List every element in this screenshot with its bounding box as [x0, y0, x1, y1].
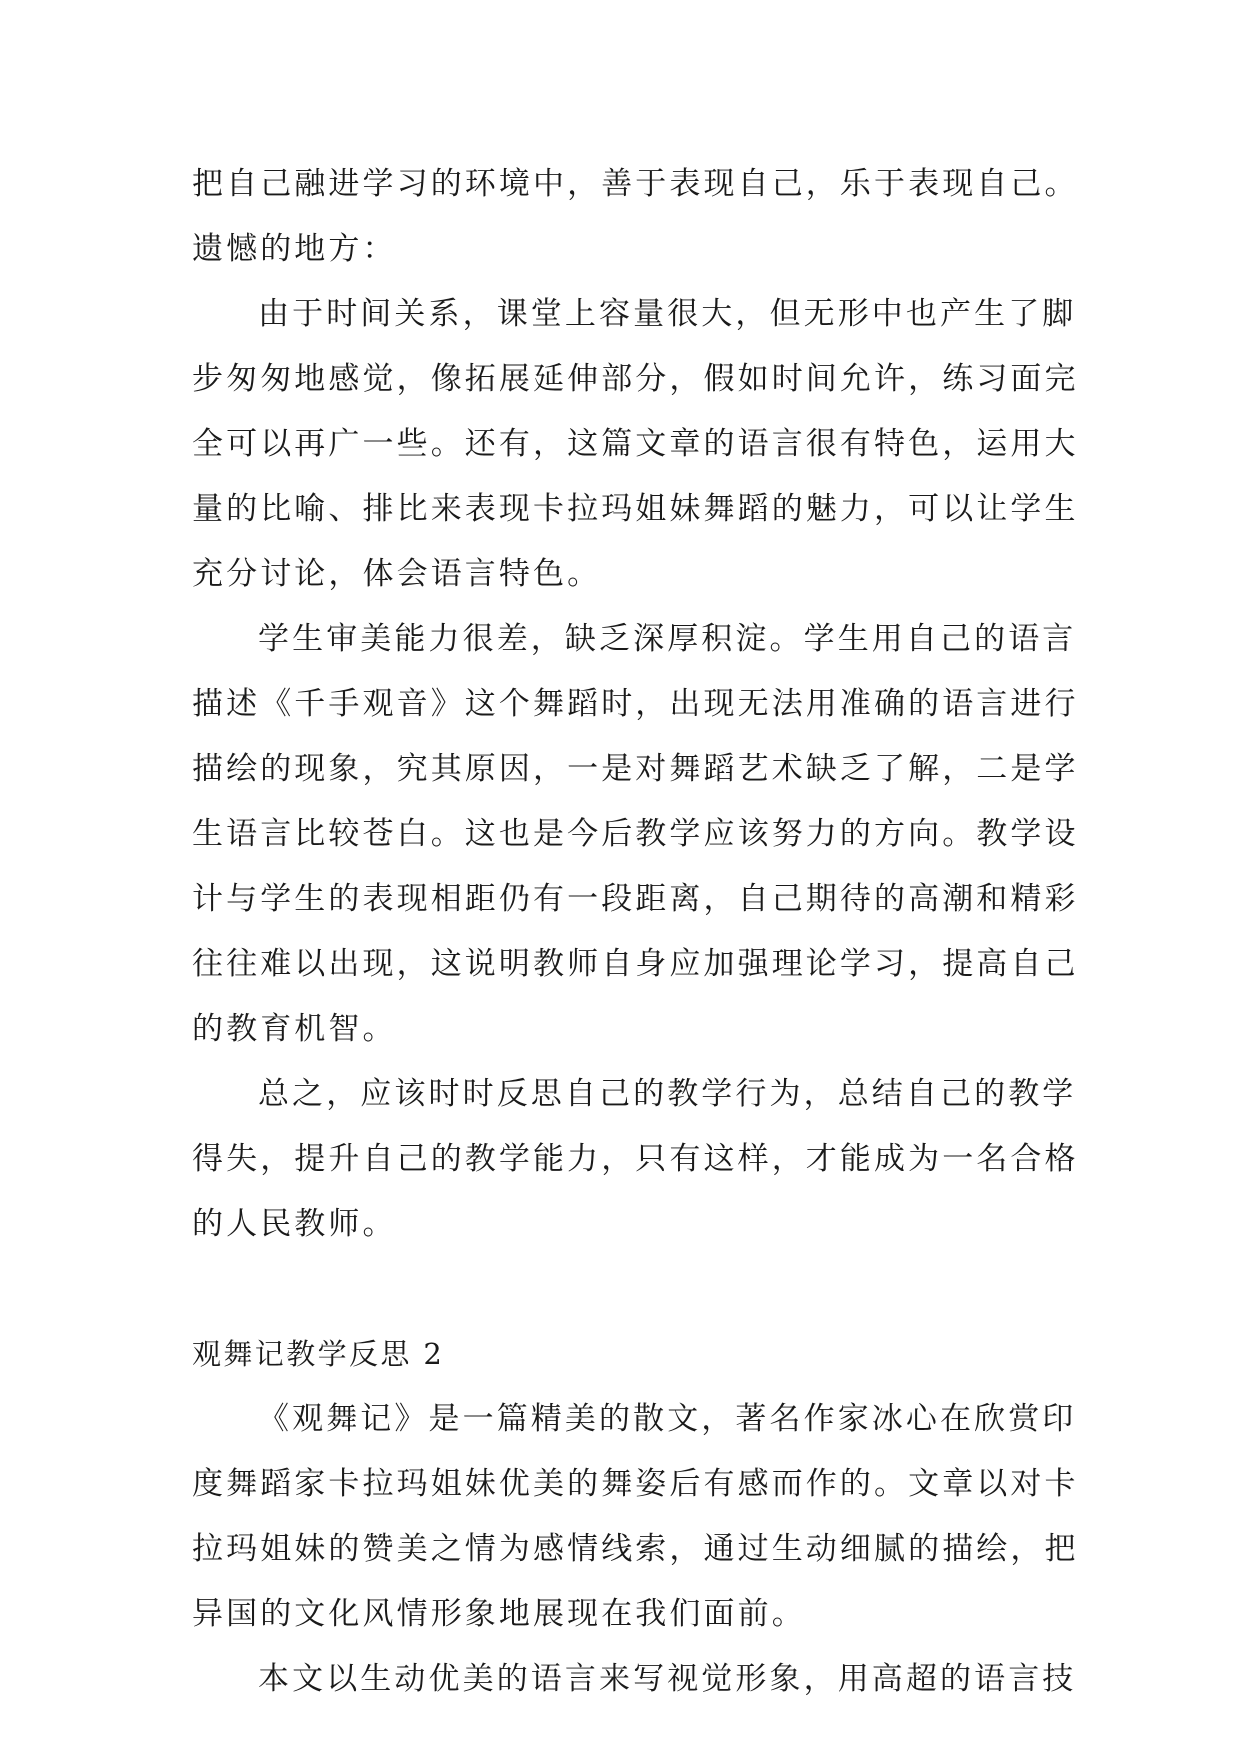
text-line: 计与学生的表现相距仍有一段距离，自己期待的高潮和精彩	[192, 881, 1079, 917]
section-heading: 观舞记教学反思 2	[192, 1337, 445, 1371]
text-line: 的人民教师。	[192, 1206, 397, 1242]
text-line: 把自己融进学习的环境中，善于表现自己，乐于表现自己。	[192, 166, 1079, 202]
paragraph	[192, 607, 1079, 1062]
paragraph	[192, 1387, 1079, 1647]
section-spacer	[192, 1257, 1052, 1322]
text-line: 遗憾的地方：	[192, 231, 397, 267]
text-line: 得失，提升自己的教学能力，只有这样，才能成为一名合格	[192, 1141, 1079, 1177]
text-line: 由于时间关系，课堂上容量很大，但无形中也产生了脚	[258, 296, 1077, 332]
text-line: 描绘的现象，究其原因，一是对舞蹈艺术缺乏了解，二是学	[192, 751, 1079, 787]
text-line: 异国的文化风情形象地展现在我们面前。	[192, 1596, 806, 1632]
text-line: 总之，应该时时反思自己的教学行为，总结自己的教学	[258, 1076, 1077, 1112]
text-line: 描述《千手观音》这个舞蹈时，出现无法用准确的语言进行	[192, 686, 1079, 722]
text-line: 往往难以出现，这说明教师自身应加强理论学习，提高自己	[192, 946, 1079, 982]
document-page	[192, 152, 1079, 1712]
text-line: 充分讨论，体会语言特色。	[192, 556, 602, 592]
paragraph	[192, 1647, 1077, 1712]
text-line: 的教育机智。	[192, 1011, 397, 1047]
text-line: 步匆匆地感觉，像拓展延伸部分，假如时间允许，练习面完	[192, 361, 1079, 397]
text-line: 量的比喻、排比来表现卡拉玛姐妹舞蹈的魅力，可以让学生	[192, 491, 1079, 527]
text-line: 度舞蹈家卡拉玛姐妹优美的舞姿后有感而作的。文章以对卡	[192, 1466, 1079, 1502]
text-line: 本文以生动优美的语言来写视觉形象，用高超的语言技	[258, 1661, 1077, 1697]
text-line: 学生审美能力很差，缺乏深厚积淀。学生用自己的语言	[258, 621, 1077, 657]
text-line: 全可以再广一些。还有，这篇文章的语言很有特色，运用大	[192, 426, 1079, 462]
text-line: 《观舞记》是一篇精美的散文，著名作家冰心在欣赏印	[258, 1401, 1077, 1437]
paragraph	[192, 1062, 1079, 1257]
text-line: 生语言比较苍白。这也是今后教学应该努力的方向。教学设	[192, 816, 1079, 852]
text-line: 拉玛姐妹的赞美之情为感情线索，通过生动细腻的描绘，把	[192, 1531, 1079, 1567]
paragraph	[192, 282, 1079, 607]
